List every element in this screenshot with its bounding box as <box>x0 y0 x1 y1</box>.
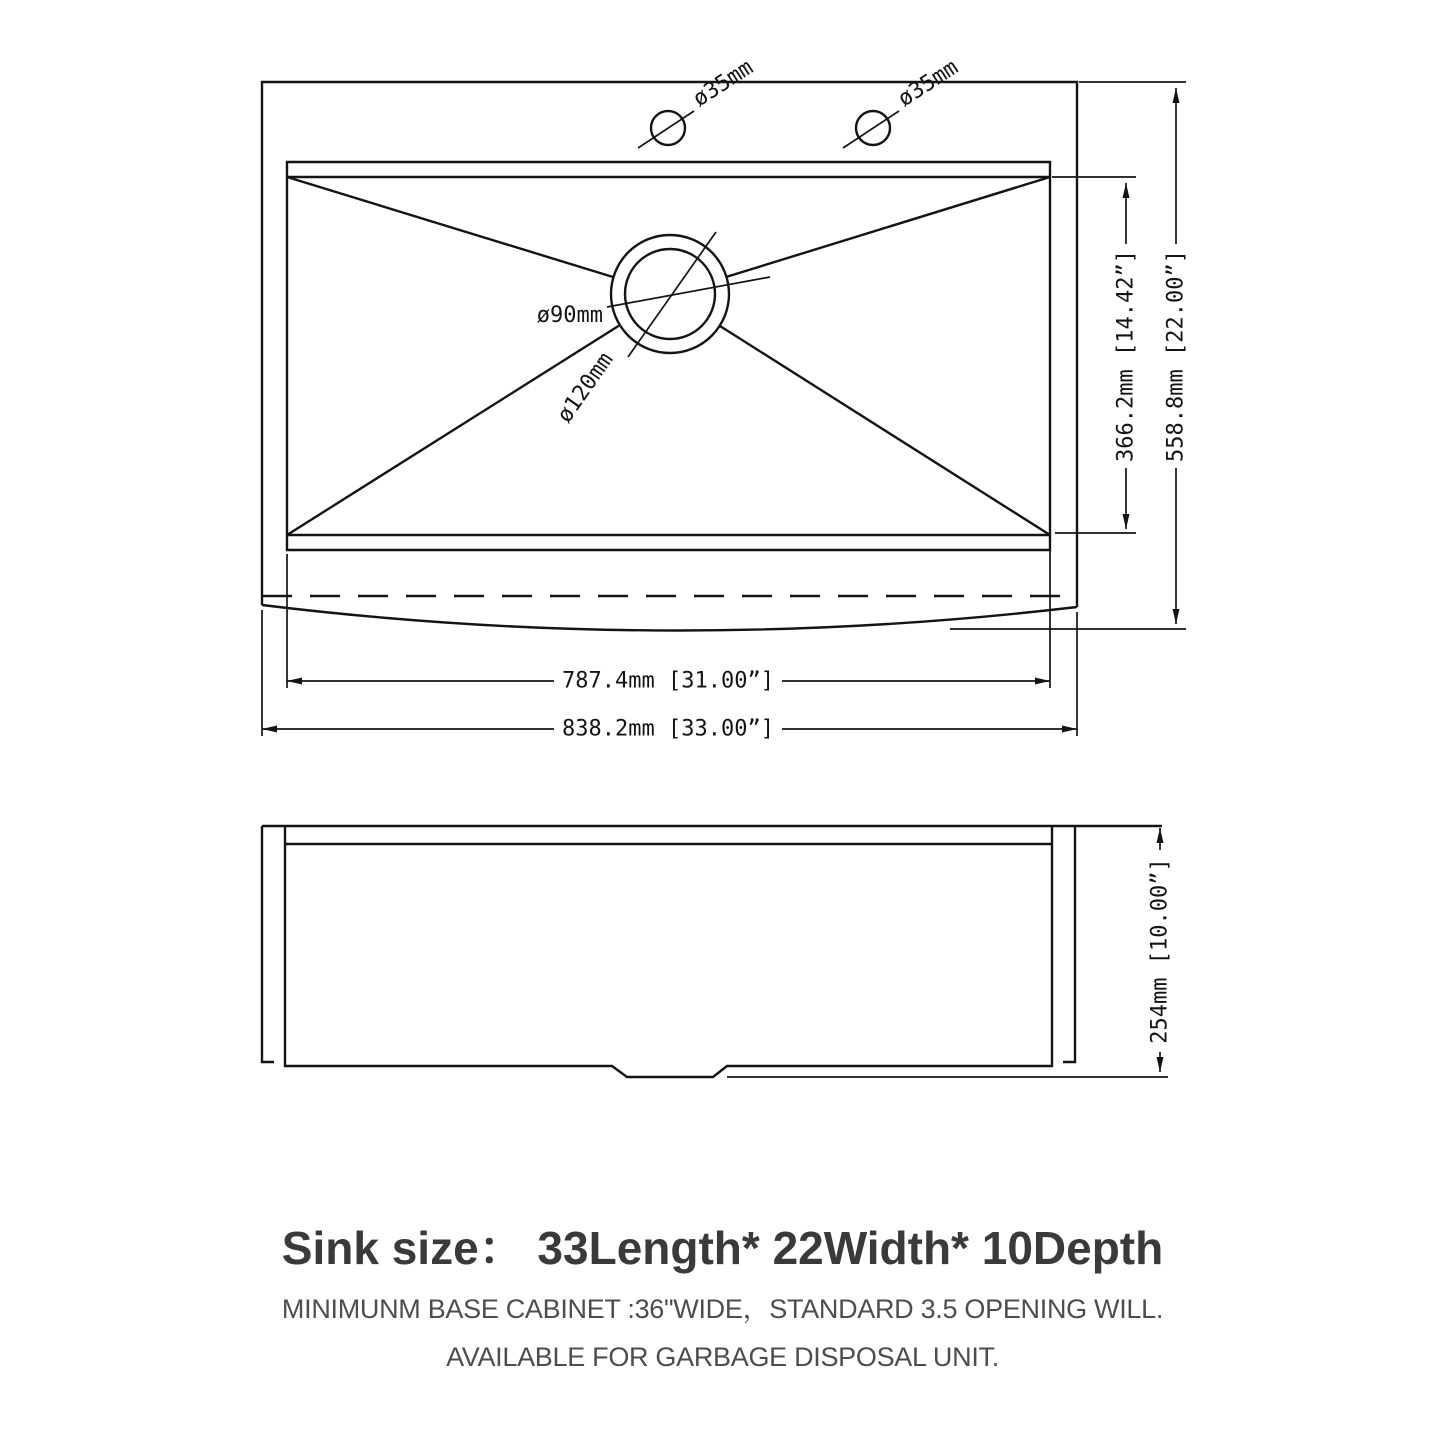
dim-depth <box>1148 828 1173 1072</box>
dim-depth-label: 254mm [10.00”] <box>1147 858 1173 1044</box>
side-right-rim-edge <box>1063 826 1075 1062</box>
faucet-hole-right-label: ø35mm <box>893 54 963 113</box>
dim-overall-width <box>950 82 1189 629</box>
dim-bowl-width-label: 366.2mm [14.42”] <box>1113 250 1139 462</box>
side-body <box>285 826 1052 1077</box>
dim-bowl-length-label: 787.4mm [31.00”] <box>562 668 774 694</box>
sink-bowl <box>287 162 1050 550</box>
garbage-disposal-note-line: AVAILABLE FOR GARBAGE DISPOSAL UNIT. <box>446 1342 999 1372</box>
dim-overall-width-label: 558.8mm [22.00”] <box>1163 250 1189 462</box>
side-left-rim-edge <box>262 826 274 1062</box>
top-view <box>262 55 1189 742</box>
bowl-corner-diagonals <box>287 177 1050 535</box>
apron-curve <box>262 605 1077 631</box>
drain-inner-leader <box>607 277 770 307</box>
faucet-holes <box>638 55 963 148</box>
drain-outer-circle <box>611 235 729 353</box>
sink-size-title: Sink size： 33Length* 22Width* 10Depth <box>281 1222 1164 1274</box>
dim-overall-length-label: 838.2mm [33.00”] <box>562 716 774 742</box>
drain <box>537 232 770 427</box>
faucet-hole-left-label: ø35mm <box>688 54 758 113</box>
dim-bowl-length <box>287 540 1050 694</box>
cabinet-note-line: MINIMUNM BASE CABINET :36"WIDE，STANDARD 3.5 OPENING WILL. <box>281 1294 1164 1324</box>
side-view <box>262 826 1173 1077</box>
drain-inner-circle <box>625 249 715 339</box>
dim-bowl-width <box>1052 177 1139 533</box>
drain-inner-label: ø90mm <box>536 303 603 328</box>
drain-outer-label: ø120mm <box>552 347 619 428</box>
sink-outer-rim <box>262 82 1077 607</box>
